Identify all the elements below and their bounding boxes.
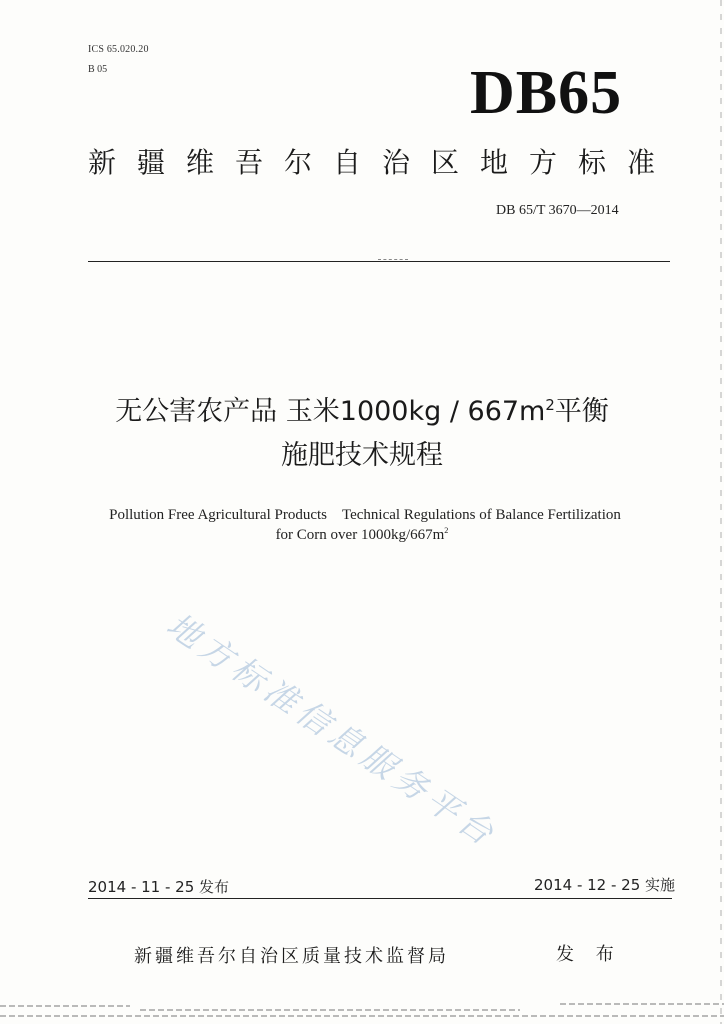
scan-bottom-artifact <box>0 1000 724 1024</box>
header-divider <box>88 261 670 262</box>
scan-edge-artifact <box>720 0 722 1024</box>
title-cn-line1-tail: 平衡 <box>554 396 609 427</box>
standard-number: DB 65/T 3670—2014 <box>496 203 619 218</box>
title-cn-line1-main: 无公害农产品 玉米1000kg / 667m <box>115 396 546 427</box>
title-en-line2 <box>0 527 724 544</box>
issue-label: 发 布 <box>556 944 622 965</box>
publish-date: 2014 - 11 - 25 发布 <box>88 878 230 896</box>
watermark: 地方标准信息服务平台 <box>159 604 505 856</box>
title-cn-line1 <box>0 396 724 428</box>
standard-type-heading: 新疆维吾尔自治区地方标准 <box>88 146 677 179</box>
footer-divider <box>88 898 672 899</box>
implement-date: 2014 - 12 - 25 实施 <box>534 876 676 894</box>
classification-code: B 05 <box>88 64 108 75</box>
title-en-line1: Pollution Free Agricultural Products Technical Regulations of Balance Fertilization <box>109 507 621 523</box>
standard-logo: DB65 <box>470 59 623 127</box>
title-en-line2-main: for Corn over 1000kg/667m <box>275 527 445 543</box>
title-cn-line2: 施肥技术规程 <box>281 440 443 471</box>
title-cn-superscript: 2 <box>545 396 555 414</box>
title-en-superscript: 2 <box>444 526 449 535</box>
issuing-authority: 新疆维吾尔自治区质量技术监督局 <box>134 946 449 967</box>
header-divider-artifact <box>378 259 408 260</box>
ics-code: ICS 65.020.20 <box>88 44 149 55</box>
